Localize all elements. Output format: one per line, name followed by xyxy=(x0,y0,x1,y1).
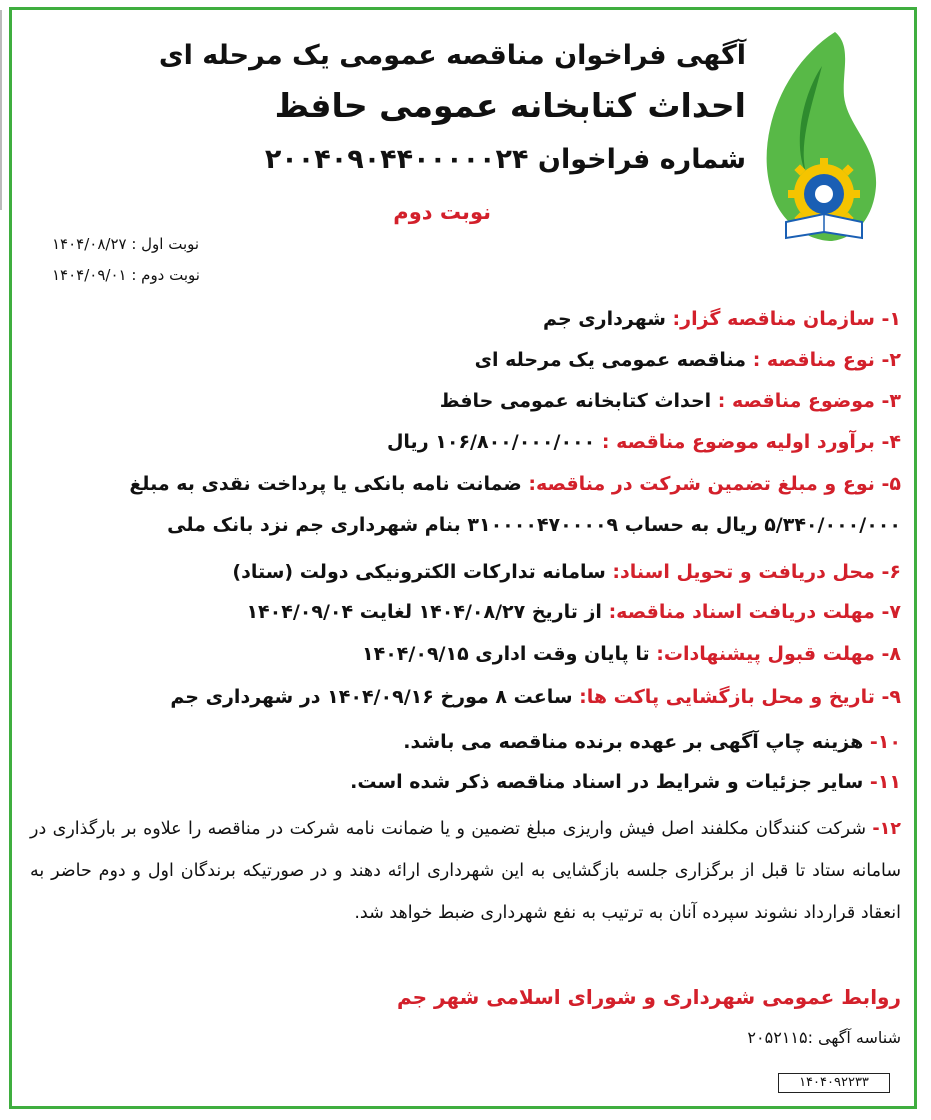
call-number: شماره فراخوان ۲۰۰۴۰۹۰۴۴۰۰۰۰۰۲۴ xyxy=(264,144,746,175)
ad-id: شناسه آگهی :۲۰۵۲۱۱۵ xyxy=(747,1028,901,1047)
list-item: ۹- تاریخ و محل بازگشایی پاکت ها: ساعت ۸ مورخ ۱۴۰۴/۰۹/۱۶ در شهرداری جم xyxy=(170,686,901,708)
project-title: احداث کتابخانه عمومی حافظ xyxy=(274,86,746,125)
notice-title: آگهی فراخوان مناقصه عمومی یک مرحله ای xyxy=(158,40,746,71)
ad-number-box: ۱۴۰۴۰۹۲۲۳۳ xyxy=(778,1073,890,1093)
scan-edge-line xyxy=(0,10,2,210)
list-item: ۵- نوع و مبلغ تضمین شرکت در مناقصه: ضمانت نامه بانکی یا پرداخت نقدی به مبلغ xyxy=(129,473,901,495)
list-item: ۳- موضوع مناقصه : احداث کتابخانه عمومی حافظ xyxy=(439,390,901,412)
list-item: ۶- محل دریافت و تحویل اسناد: سامانه تدارکات الکترونیکی دولت (ستاد) xyxy=(232,561,901,583)
list-item: ۱- سازمان مناقصه گزار: شهرداری جم xyxy=(543,308,901,330)
list-item: ۲- نوع مناقصه : مناقصه عمومی یک مرحله ای xyxy=(474,349,901,371)
list-item: ۱۰- هزینه چاپ آگهی بر عهده برنده مناقصه می باشد. xyxy=(403,731,901,753)
list-item: ۴- برآورد اولیه موضوع مناقصه : ۱۰۶/۸۰۰/۰۰۰/۰۰۰ ریال xyxy=(386,431,901,453)
second-round-date: نوبت دوم : ۱۴۰۴/۰۹/۰۱ xyxy=(52,266,200,284)
list-item-continuation: ۵/۳۴۰/۰۰۰/۰۰۰ ریال به حساب ۳۱۰۰۰۰۴۷۰۰۰۰۹ بنام شهرداری جم نزد بانک ملی xyxy=(167,514,901,536)
list-item: ۸- مهلت قبول پیشنهادات: تا پایان وقت اداری ۱۴۰۴/۰۹/۱۵ xyxy=(362,643,901,665)
issuer-signature: روابط عمومی شهرداری و شورای اسلامی شهر جم xyxy=(396,985,901,1009)
municipality-logo xyxy=(752,26,882,256)
list-item: ۱۱- سایر جزئیات و شرایط در اسناد مناقصه ذکر شده است. xyxy=(350,771,901,793)
list-item-paragraph: ۱۲- شرکت کنندگان مکلفند اصل فیش واریزی مبلغ تضمین و یا ضمانت نامه شرکت در مناقصه را علاوه بر بارگذاری در سامانه ستاد تا قبل از برگزاری جلسه بازگشایی به این شهرداری ارائه دهند و در صورتیکه برندگان اول و دوم حاضر به انعقاد قرارداد نشوند سپرده آنان به ترتیب به نفع شهرداری ضبط خواهد شد. xyxy=(30,819,901,923)
first-round-date: نوبت اول : ۱۴۰۴/۰۸/۲۷ xyxy=(52,235,200,253)
list-item: ۷- مهلت دریافت اسناد مناقصه: از تاریخ ۱۴۰۴/۰۸/۲۷ لغایت ۱۴۰۴/۰۹/۰۴ xyxy=(246,601,901,623)
publication-round: نوبت دوم xyxy=(393,200,491,224)
